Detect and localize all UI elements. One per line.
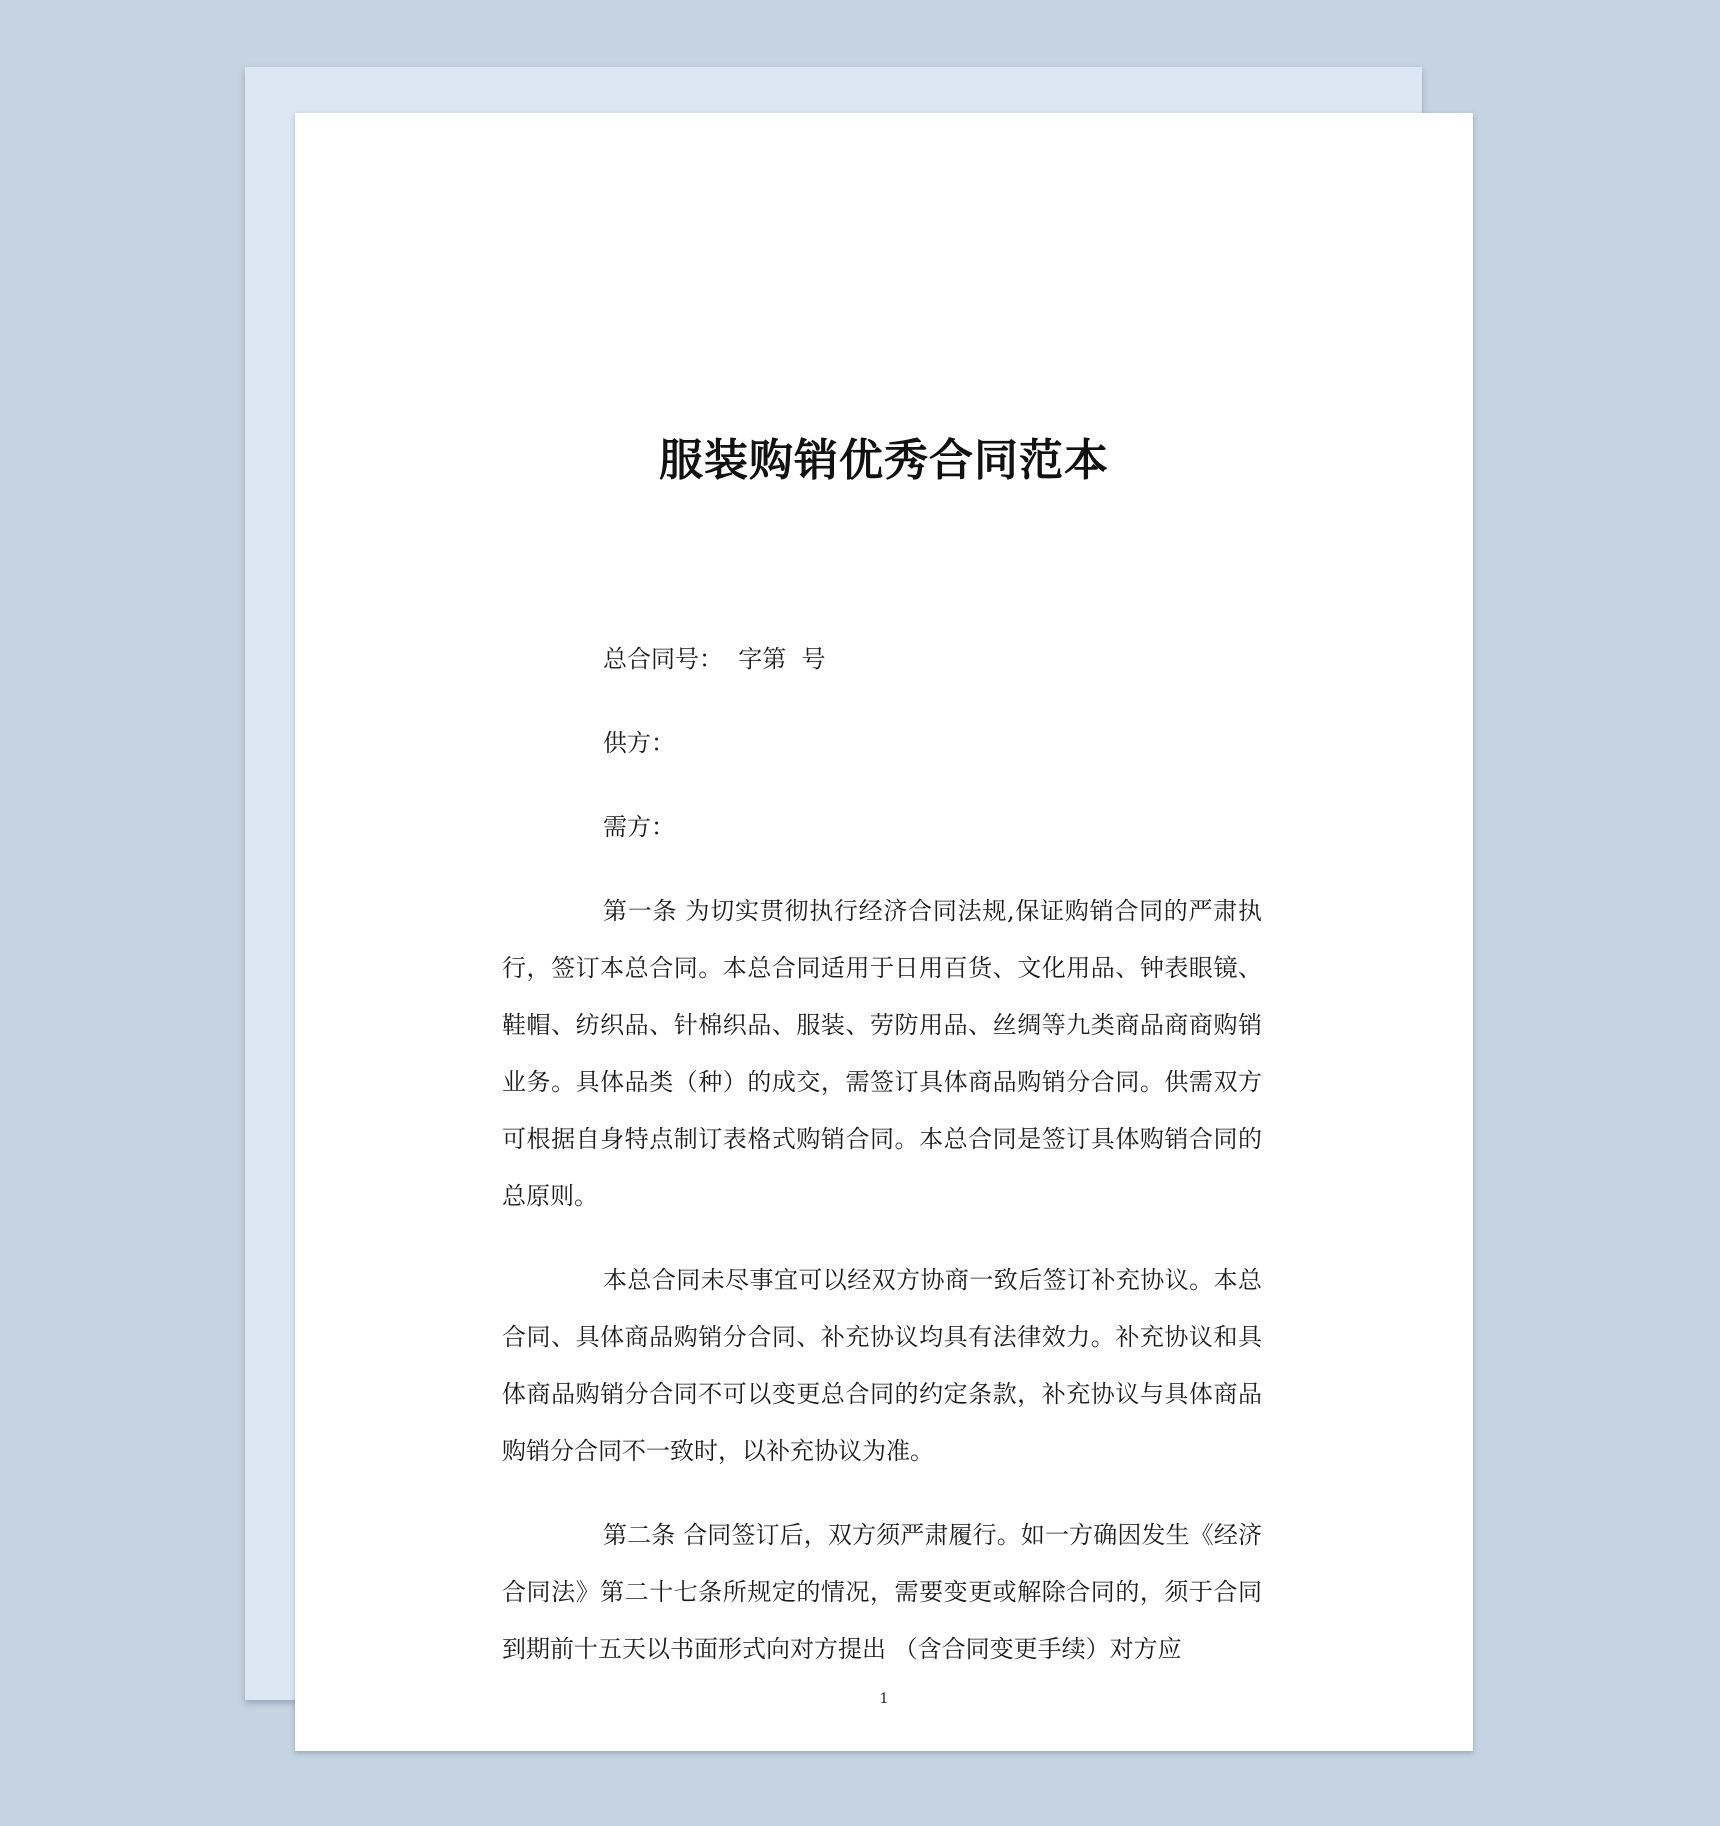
supplementary-agreement-paragraph: 本总合同未尽事宜可以经双方协商一致后签订补充协议。本总合同、具体商品购销分合同、补充协议均具有法律效力。补充协议和具体商品购销分合同不可以变更总合同的约定条款，补充协议与具体商品购销分合同不一致时，以补充协议为准。 (502, 1266, 1262, 1465)
article-two-paragraph: 第二条 合同签订后，双方须严肃履行。如一方确因发生《经济合同法》第二十七条所规定的情况，需要变更或解除合同的，须于合同到期前十五天以书面形式向对方提出 （含合同变更手续）对方应 (502, 1521, 1262, 1663)
contract-number-value: 字第 号 (723, 645, 826, 673)
supplier-label: 供方： (603, 729, 675, 757)
contract-number-label: 总合同号： (603, 645, 723, 673)
buyer-label: 需方： (603, 813, 675, 841)
contract-number-field (603, 641, 826, 677)
document-title: 服装购销优秀合同范本 (659, 435, 1109, 486)
article-one-paragraph: 第一条 为切实贯彻执行经济合同法规,保证购销合同的严肃执行，签订本总合同。本总合同适用于日用百货、文化用品、钟表眼镜、鞋帽、纺织品、针棉织品、服装、劳防用品、丝绸等九类商品商商购销业务。具体品类（种）的成交，需签订具体商品购销分合同。供需双方可根据自身特点制订表格式购销合同。本总合同是签订具体购销合同的总原则。 (502, 897, 1262, 1210)
supplier-field (603, 725, 675, 761)
page-number: 1 (879, 1691, 889, 1707)
document-page (295, 113, 1473, 1751)
buyer-field (603, 809, 675, 845)
